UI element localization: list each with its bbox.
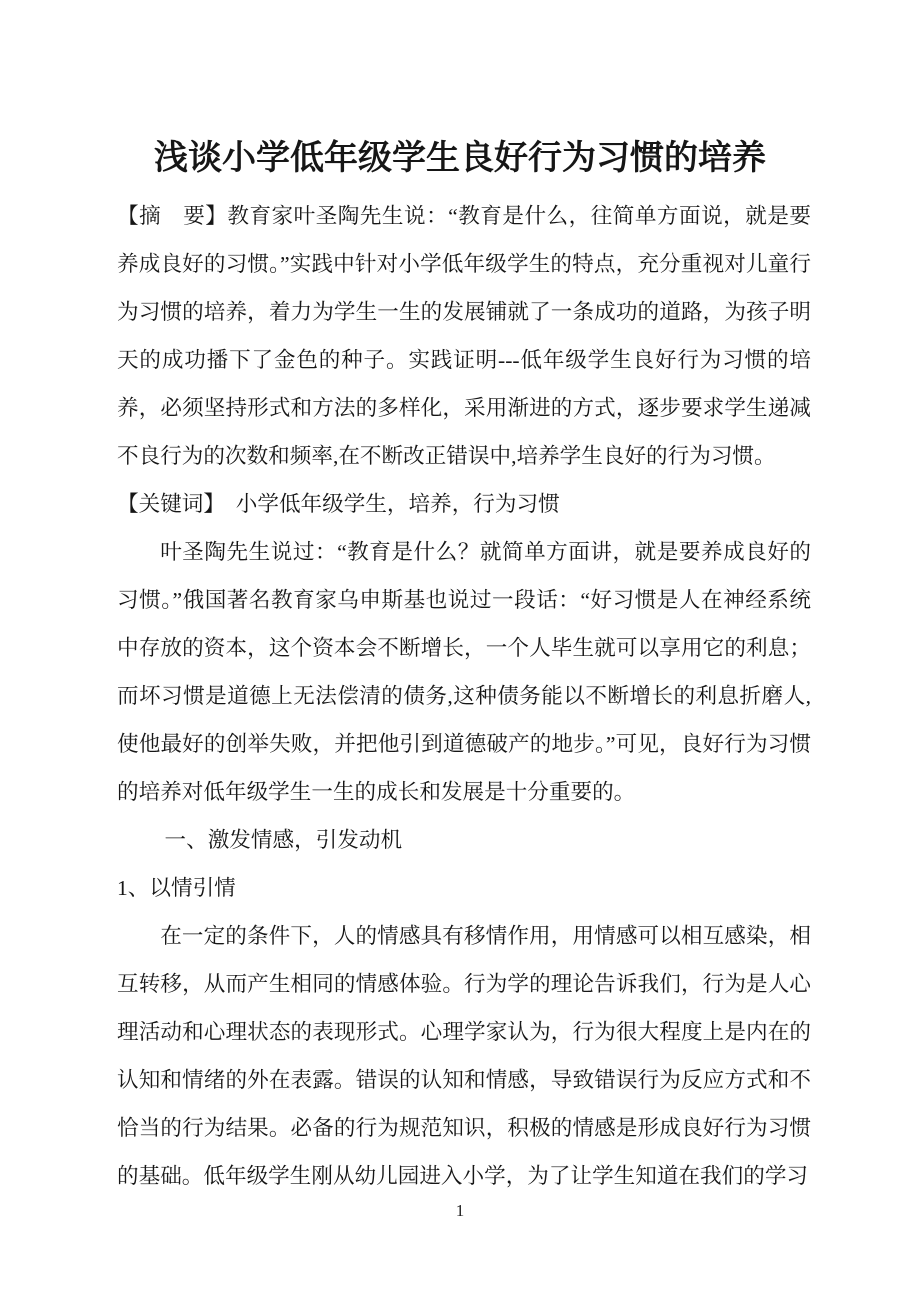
abstract-paragraph: 【摘 要】教育家叶圣陶先生说：“教育是什么，往简单方面说，就是要养成良好的习惯。”实践中针对小学低年级学生的特点，充分重视对儿童行为习惯的培养，着力为学生一生的发展铺就了一条成功的道路，为孩子明天的成功播下了金色的种子。实践证明---低年级学生良好行为习惯的培养，必须坚持形式和方法的多样化，采用渐进的方式，逐步要求学生递减不良行为的次数和频率,在不断改正错误中,培养学生良好的行为习惯。 [117,204,811,468]
section-heading-1: 一、激发情感，引发动机 [164,828,403,852]
keywords-line: 【关键词】 小学低年级学生，培养，行为习惯 [117,492,560,516]
body-paragraph-1: 在一定的条件下，人的情感具有移情作用，用情感可以相互感染，相互转移，从而产生相同的情感体验。行为学的理论告诉我们，行为是人心理活动和心理状态的表现形式。心理学家认为，行为很大程度上是内在的认知和情绪的外在表露。错误的认知和情感，导致错误行为反应方式和不恰当的行为结果。必备的行为规范知识，积极的情感是形成良好行为习惯的基础。低年级学生刚从幼儿园进入小学，为了让学生知道在我们的学习 [117,924,811,1188]
page-number: 1 [455,1201,465,1220]
subsection-heading-1: 1、以情引情 [117,876,236,900]
document-title: 浅谈小学低年级学生良好行为习惯的培养 [154,140,766,177]
document-body [117,192,811,1200]
intro-paragraph: 叶圣陶先生说过：“教育是什么？就简单方面讲，就是要养成良好的习惯。”俄国著名教育家乌申斯基也说过一段话：“好习惯是人在神经系统中存放的资本，这个资本会不断增长，一个人毕生就可以享用它的利息；而坏习惯是道德上无法偿清的债务,这种债务能以不断增长的利息折磨人,使他最好的创举失败，并把他引到道德破产的地步。”可见，良好行为习惯的培养对低年级学生一生的成长和发展是十分重要的。 [117,540,811,804]
